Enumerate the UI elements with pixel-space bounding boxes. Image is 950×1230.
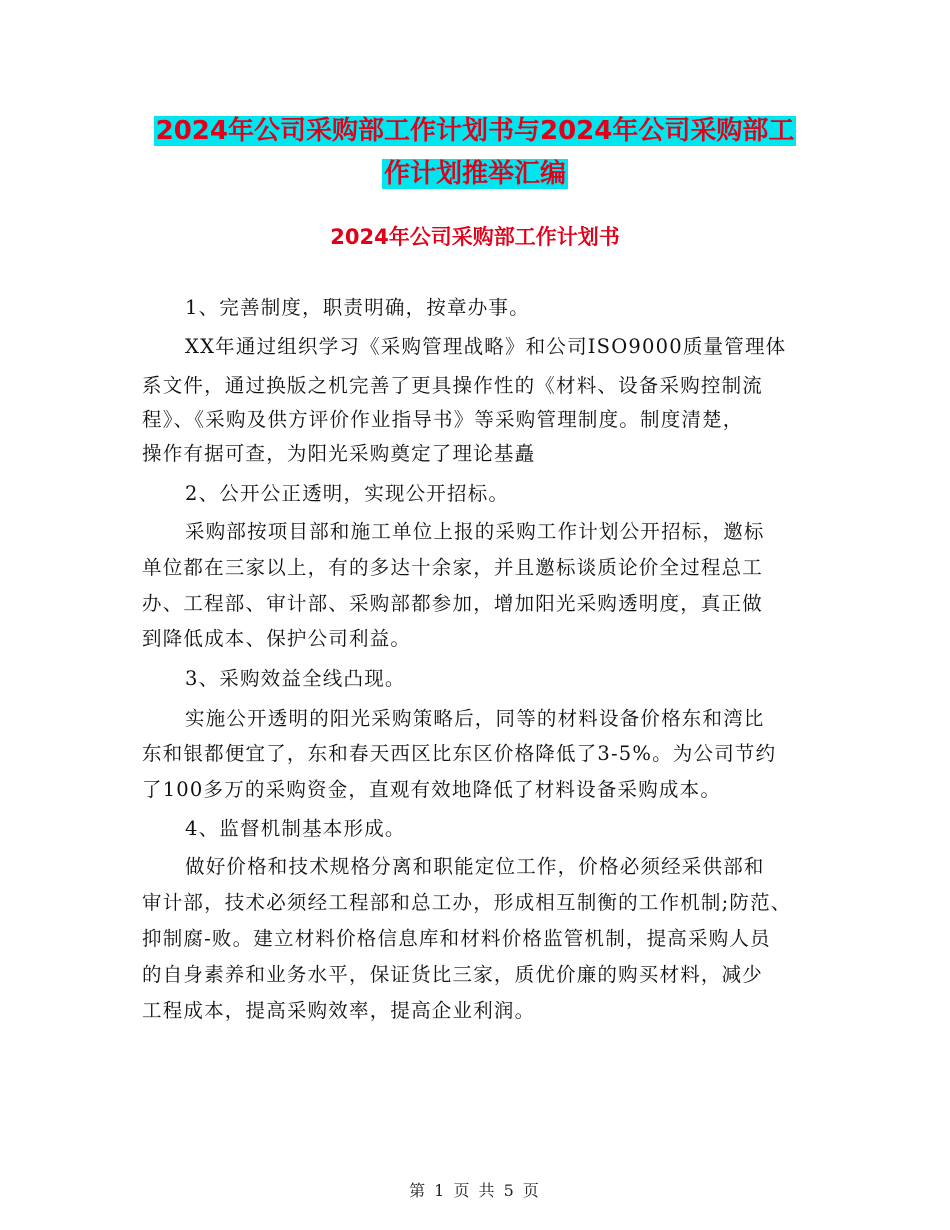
paragraph-line: 抑制腐-败。建立材料价格信息库和材料价格监管机制，提高采购人员 [142,927,771,950]
paragraph-line: 审计部，技术必须经工程部和总工办，形成相互制衡的工作机制;防范、 [142,891,792,914]
paragraph-line: 东和银都便宜了，东和春天西区比东区价格降低了3-5%。为公司节约 [142,742,777,765]
paragraph-line: 的自身素养和业务水平，保证货比三家，质优价廉的购买材料，减少 [142,963,764,986]
paragraph-line: 实施公开透明的阳光采购策略后，同等的材料设备价格东和湾比 [185,707,765,730]
paragraph-line: 到降低成本、保护公司利益。 [142,627,412,650]
paragraph-line: 采购部按项目部和施工单位上报的采购工作计划公开招标，邀标 [185,520,765,543]
paragraph-line: 4、监督机制基本形成。 [185,817,406,840]
paragraph-line: 单位都在三家以上，有的多达十余家，并且邀标谈质论价全过程总工 [142,556,764,579]
paragraph-line: 1、完善制度，职责明确，按章办事。 [185,296,530,319]
paragraph-line: 2、公开公正透明，实现公开招标。 [185,482,510,505]
paragraph-line: 程》、《采购及供方评价作业指导书》等采购管理制度。制度清楚， [142,408,744,431]
paragraph-line: 工程成本，提高采购效率，提高企业利润。 [142,999,536,1022]
document-title-line-2: 作计划推举汇编 [383,159,566,189]
page-number-footer: 第 1 页 共 5 页 [409,1181,541,1200]
paragraph-line: 系文件，通过换版之机完善了更具操作性的《材料、设备采购控制流 [142,374,764,397]
document-title-line-1: 2024年公司采购部工作计划书与2024年公司采购部工 [155,116,795,146]
section-title: 2024年公司采购部工作计划书 [330,225,620,249]
paragraph-line: 3、采购效益全线凸现。 [185,667,406,690]
paragraph-line: XX年通过组织学习《采购管理战略》和公司ISO9000质量管理体 [185,335,787,358]
paragraph-line: 办、工程部、审计部、采购部都参加，增加阳光采购透明度，真正做 [142,592,764,615]
paragraph-line: 了100多万的采购资金，直观有效地降低了材料设备采购成本。 [142,778,722,801]
paragraph-line: 做好价格和技术规格分离和职能定位工作，价格必须经采供部和 [185,855,765,878]
paragraph-line: 操作有据可查，为阳光采购奠定了理论基矗 [142,442,536,465]
